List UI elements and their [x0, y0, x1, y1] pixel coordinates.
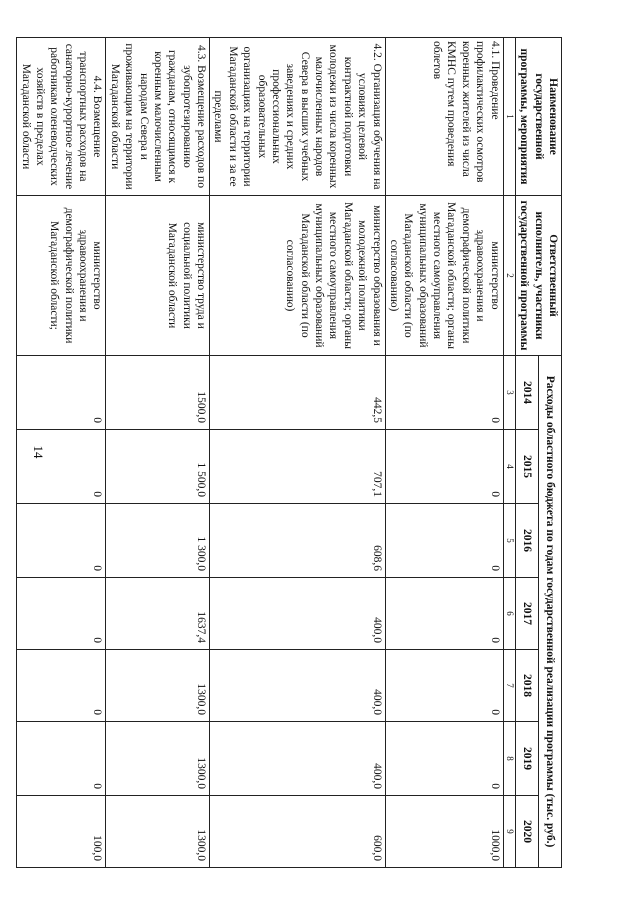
column-number: 2 — [503, 196, 515, 356]
row-value: 0 — [385, 504, 503, 578]
table-row — [210, 38, 386, 868]
row-value: 0 — [17, 722, 106, 796]
budget-table-rotated — [19, 37, 562, 867]
header-executor: Ответственный исполнитель, участники государственной программы — [515, 196, 561, 356]
row-value: 0 — [385, 356, 503, 430]
header-expenses: Расходы областного бюджета по годам государственной реализации программы (тыс. руб.) — [538, 356, 561, 868]
column-number: 1 — [503, 38, 515, 196]
row-executor: министерство образования и молодежной политики Магаданской области; органы местного самоуправления муниципальных образований Магаданской области (по согласованию) — [210, 196, 386, 356]
row-value: 0 — [17, 578, 106, 650]
header-year: 2018 — [515, 650, 538, 722]
row-value: 1300,0 — [106, 722, 210, 796]
header-program-name: Наименование государственной программы, мероприятия — [515, 38, 561, 196]
row-value: 0 — [17, 430, 106, 504]
header-year: 2015 — [515, 430, 538, 504]
row-program-name: 4.1. Проведение профилактических осмотров коренных жителей из числа КМНС путем проведения облетов — [385, 38, 503, 196]
column-number: 6 — [503, 578, 515, 650]
header-year: 2020 — [515, 796, 538, 868]
row-value: 0 — [385, 650, 503, 722]
row-value: 1000,0 — [385, 796, 503, 868]
table-row — [106, 38, 210, 868]
row-executor: министерство здравоохранения и демографической политики Магаданской области; — [17, 196, 106, 356]
header-year: 2016 — [515, 504, 538, 578]
row-value: 608,6 — [210, 504, 386, 578]
column-number: 3 — [503, 356, 515, 430]
budget-table — [16, 37, 562, 868]
row-value: 1 300,0 — [106, 504, 210, 578]
row-program-name: 4.2. Организация обучения на условиях целевой контрактной подготовки молодежи из числа коренных малочисленных народов Севера в высших учебных заведениях и средних профессиональных образовательных организациях на территории Магаданской области и за ее пределами — [210, 38, 386, 196]
row-program-name: 4.4. Возмещение транспортных расходов на санаторно-курортное лечение работникам оленеводческих хозяйств в пределах Магаданской области — [17, 38, 106, 196]
row-program-name: 4.3. Возмещение расходов по зубопротезированию гражданам, относящимся к коренным малочисленным народам Севера и проживающим на территории Магаданской области — [106, 38, 210, 196]
row-value: 1300,0 — [106, 650, 210, 722]
row-value: 400,0 — [210, 722, 386, 796]
header-year: 2014 — [515, 356, 538, 430]
row-executor: министерство труда и социальной политики Магаданской области — [106, 196, 210, 356]
column-number: 7 — [503, 650, 515, 722]
row-value: 1500,0 — [106, 356, 210, 430]
row-value: 400,0 — [210, 578, 386, 650]
table-row — [385, 38, 503, 868]
row-value: 0 — [17, 650, 106, 722]
column-number: 5 — [503, 504, 515, 578]
row-value: 1637,4 — [106, 578, 210, 650]
row-value: 0 — [385, 430, 503, 504]
column-number: 9 — [503, 796, 515, 868]
row-value: 600,0 — [210, 796, 386, 868]
row-value: 442,5 — [210, 356, 386, 430]
row-value: 400,0 — [210, 650, 386, 722]
table-row — [17, 38, 106, 868]
column-number: 8 — [503, 722, 515, 796]
row-value: 0 — [17, 504, 106, 578]
row-executor: министерство здравоохранения и демографической политики Магаданской области; органы местного самоуправления муниципальных образований Магаданской области (по согласованию) — [385, 196, 503, 356]
row-value: 1300,0 — [106, 796, 210, 868]
header-year: 2017 — [515, 578, 538, 650]
row-value: 0 — [17, 356, 106, 430]
row-value: 0 — [385, 578, 503, 650]
row-value: 100,0 — [17, 796, 106, 868]
row-value: 1 500,0 — [106, 430, 210, 504]
row-value: 707,1 — [210, 430, 386, 504]
page-number: 14 — [31, 445, 46, 459]
column-number: 4 — [503, 430, 515, 504]
header-year: 2019 — [515, 722, 538, 796]
row-value: 0 — [385, 722, 503, 796]
